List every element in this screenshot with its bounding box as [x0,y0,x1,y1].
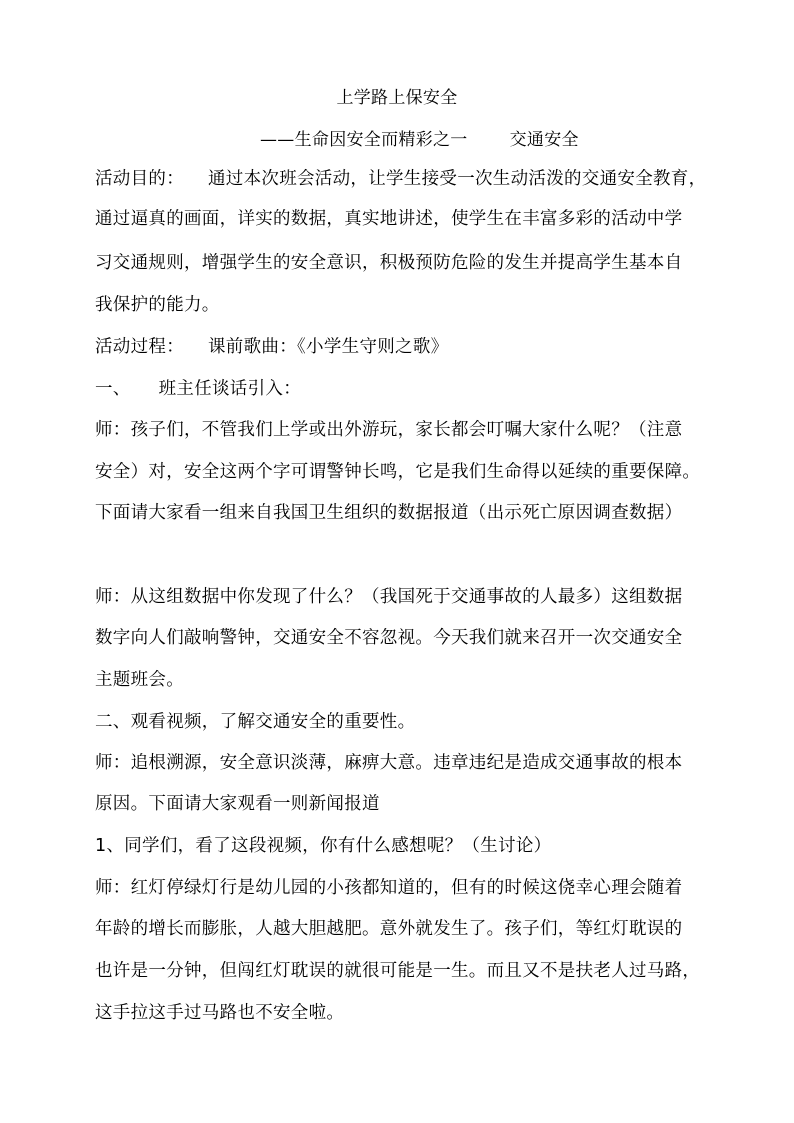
label-activity-process: 活动过程： [95,337,184,357]
paragraph-line: 师：红灯停绿灯行是幼儿园的小孩都知道的，但有的时候这侥幸心理会随着 [95,878,683,898]
paragraph-line: 活动过程： 课前歌曲：《小学生守则之歌》 [95,337,449,357]
paragraph-line: 原因。下面请大家观看一则新闻报道 [95,794,380,814]
list-item: 1、同学们，看了这段视频，你有什么感想呢？（生讨论） [95,836,552,856]
paragraph-line: 安全）对，安全这两个字可谓警钟长鸣，它是我们生命得以延续的重要保障。 [95,462,701,482]
paragraph-line: 也许是一分钟，但闯红灯耽误的就很可能是一生。而且又不是扶老人过马路， [95,961,701,981]
section-heading: 一、 班主任谈话引入： [95,379,302,399]
paragraph-line: 我保护的能力。 [95,295,220,315]
paragraph-line: 通过逼真的画面，详实的数据，真实地讲述，使学生在丰富多彩的活动中学 [95,209,683,229]
paragraph-line: 数字向人们敲响警钟，交通安全不容忽视。今天我们就来召开一次交通安全 [95,628,683,648]
paragraph-line: 主题班会。 [95,670,184,690]
paragraph-line: 下面请大家看一组来自我国卫生组织的数据报道（出示死亡原因调查数据） [95,503,683,523]
subtitle-part-2: 交通安全 [509,130,579,150]
paragraph-line: 这手拉这手过马路也不安全啦。 [95,1003,345,1023]
paragraph-line: 活动目的： 通过本次班会活动，让学生接受一次生动活泼的交通安全教育， [95,169,707,189]
paragraph-line: 师：追根溯源，安全意识淡薄，麻痹大意。违章违纪是造成交通事故的根本 [95,753,683,773]
paragraph-line: 习交通规则，增强学生的安全意识，积极预防危险的发生并提高学生基本自 [95,253,683,273]
document-subtitle [260,129,579,151]
section-heading: 二、观看视频，了解交通安全的重要性。 [95,712,416,732]
subtitle-part-1: ——生命因安全而精彩之一 [260,130,468,150]
paragraph-line: 师：孩子们，不管我们上学或出外游玩，家长都会叮嘱大家什么呢？（注意 [95,420,683,440]
label-activity-goal: 活动目的： [95,169,184,189]
paragraph-line: 师：从这组数据中你发现了什么？（我国死于交通事故的人最多）这组数据 [95,587,683,607]
document-title: 上学路上保安全 [336,88,458,108]
paragraph-line: 年龄的增长而膨胀，人越大胆越肥。意外就发生了。孩子们，等红灯耽误的 [95,919,683,939]
